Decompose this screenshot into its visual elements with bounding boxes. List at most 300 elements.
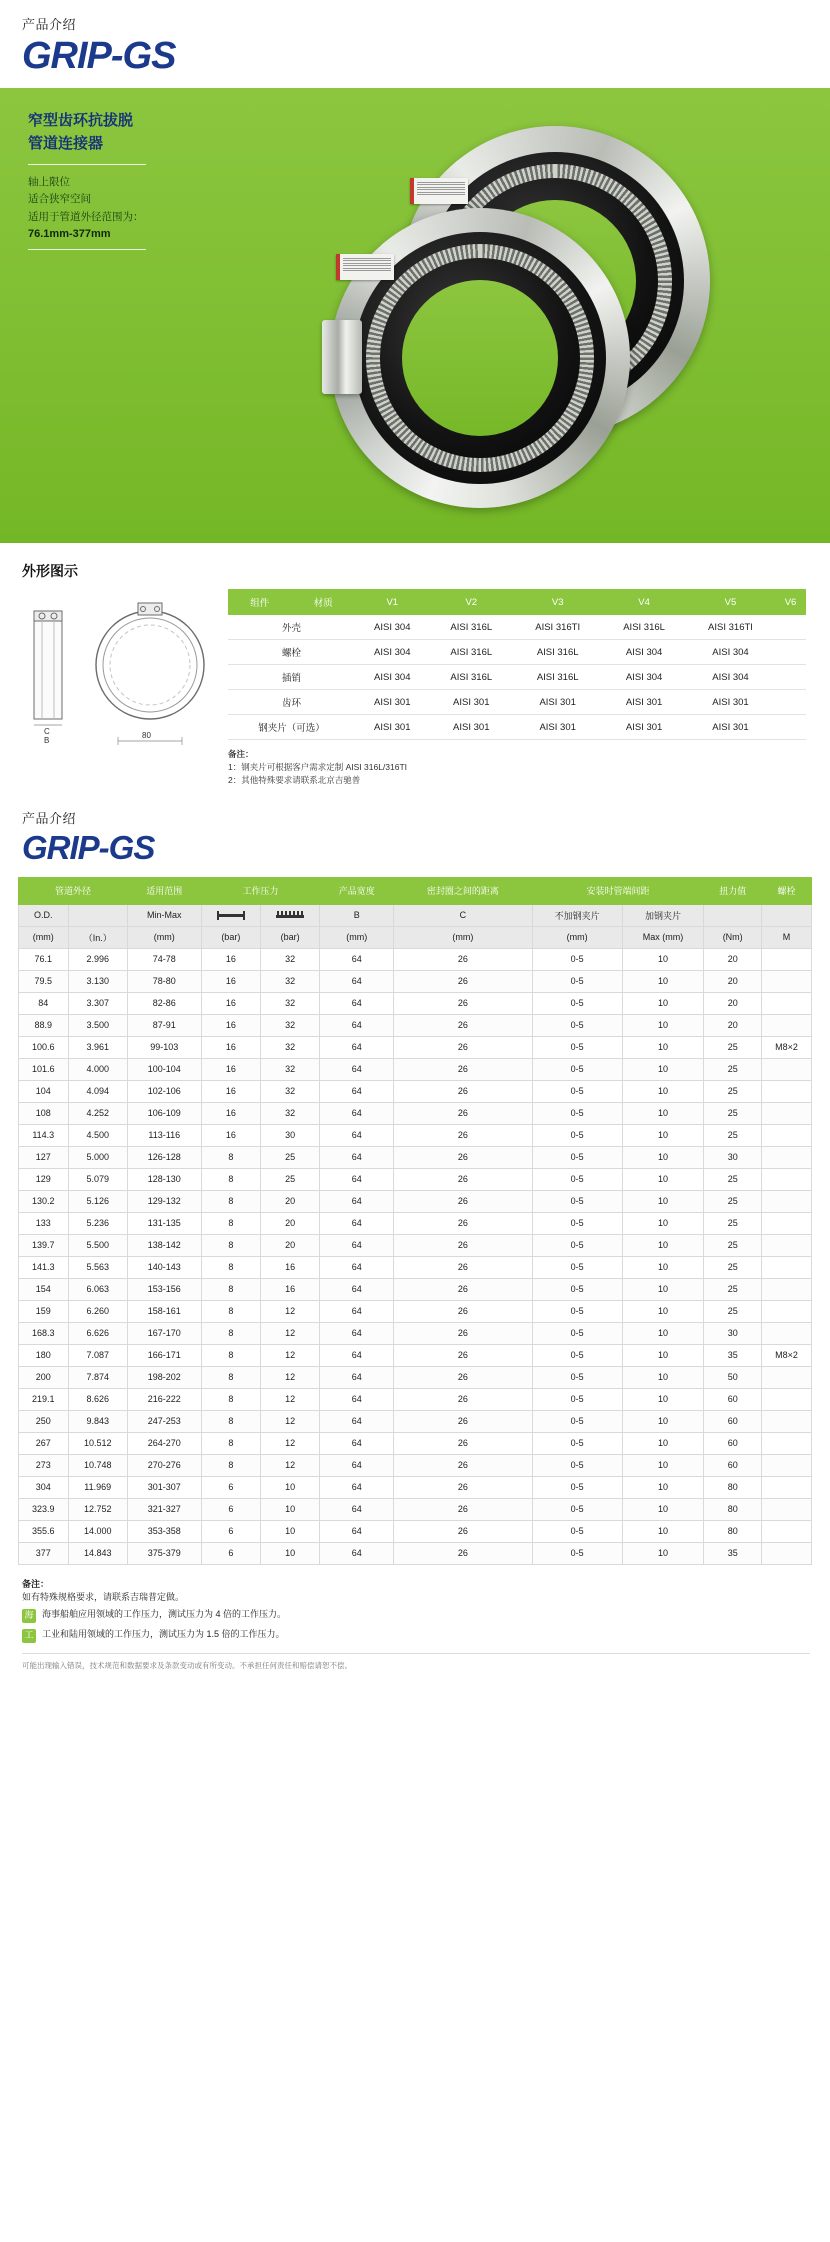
spec-cell-13-6: 26 xyxy=(394,1234,533,1256)
table-row xyxy=(19,1366,812,1388)
spec-cell-16-4: 12 xyxy=(261,1300,320,1322)
spec-cell-9-9: 30 xyxy=(704,1146,762,1168)
spec-cell-20-1: 8.626 xyxy=(68,1388,127,1410)
spec-cell-21-4: 12 xyxy=(261,1410,320,1432)
spec-cell-7-4: 32 xyxy=(261,1102,320,1124)
table-row xyxy=(228,690,806,715)
table-row xyxy=(19,1432,812,1454)
spec-cell-7-3: 16 xyxy=(201,1102,260,1124)
spec-cell-10-3: 8 xyxy=(201,1168,260,1190)
spec-cell-24-3: 6 xyxy=(201,1476,260,1498)
spec-cell-20-5: 64 xyxy=(320,1388,394,1410)
spec-cell-18-1: 7.087 xyxy=(68,1344,127,1366)
spec-cell-13-8: 10 xyxy=(622,1234,704,1256)
spec-sub-withclip: 加钢夹片 xyxy=(622,904,704,926)
spec-cell-8-6: 26 xyxy=(394,1124,533,1146)
spec-cell-21-3: 8 xyxy=(201,1410,260,1432)
spec-group-sealgap: 密封圈之间的距离 xyxy=(394,877,533,904)
spec-cell-19-3: 8 xyxy=(201,1366,260,1388)
spec-cell-26-8: 10 xyxy=(622,1520,704,1542)
spec-cell-27-5: 64 xyxy=(320,1542,394,1564)
mat-1-5 xyxy=(775,640,806,665)
drawing-svg xyxy=(22,589,222,769)
table-row xyxy=(19,1080,812,1102)
table-row xyxy=(19,1542,812,1564)
spec-cell-14-1: 5.563 xyxy=(68,1256,127,1278)
spec-cell-13-4: 20 xyxy=(261,1234,320,1256)
spec-cell-11-3: 8 xyxy=(201,1190,260,1212)
spec-sub-noclip: 不加钢夹片 xyxy=(532,904,622,926)
table-row xyxy=(19,948,812,970)
spec-cell-17-5: 64 xyxy=(320,1322,394,1344)
hero-banner xyxy=(0,88,830,543)
spec-cell-0-5: 64 xyxy=(320,948,394,970)
spec-cell-23-5: 64 xyxy=(320,1454,394,1476)
spec-cell-9-7: 0-5 xyxy=(532,1146,622,1168)
spec-cell-25-6: 26 xyxy=(394,1498,533,1520)
material-note-line-1: 1：钢夹片可根据客户需求定制 AISI 316L/316TI xyxy=(228,762,408,773)
spec-cell-11-9: 25 xyxy=(704,1190,762,1212)
mat-4-1: AISI 301 xyxy=(429,715,513,740)
table-row xyxy=(19,1344,812,1366)
spec-cell-22-10 xyxy=(761,1432,811,1454)
spec-cell-6-10 xyxy=(761,1080,811,1102)
spec-cell-14-3: 8 xyxy=(201,1256,260,1278)
spec-cell-8-4: 30 xyxy=(261,1124,320,1146)
spec-cell-0-4: 32 xyxy=(261,948,320,970)
spec-unit-10: M xyxy=(761,926,811,948)
footer-note-title: 备注： xyxy=(22,1578,50,1589)
pipe-ribbed-icon xyxy=(261,904,320,926)
spec-cell-17-0: 168.3 xyxy=(19,1322,69,1344)
spec-cell-16-3: 8 xyxy=(201,1300,260,1322)
spec-cell-2-10 xyxy=(761,992,811,1014)
spec-cell-5-6: 26 xyxy=(394,1058,533,1080)
mat-col-2: V1 xyxy=(355,589,429,615)
spec-cell-21-6: 26 xyxy=(394,1410,533,1432)
spec-cell-7-1: 4.252 xyxy=(68,1102,127,1124)
spec-cell-1-1: 3.130 xyxy=(68,970,127,992)
spec-cell-15-10 xyxy=(761,1278,811,1300)
spec-unit-5: (mm) xyxy=(320,926,394,948)
mat-2-1: AISI 316L xyxy=(429,665,513,690)
spec-cell-3-1: 3.500 xyxy=(68,1014,127,1036)
spec-cell-1-3: 16 xyxy=(201,970,260,992)
table-row xyxy=(19,1520,812,1542)
spec-cell-18-3: 8 xyxy=(201,1344,260,1366)
mat-col-1: 材质 xyxy=(292,589,356,615)
table-row xyxy=(19,1410,812,1432)
spec-cell-21-8: 10 xyxy=(622,1410,704,1432)
spec-cell-19-1: 7.874 xyxy=(68,1366,127,1388)
spec-sub-torque xyxy=(704,904,762,926)
spec-unit-4: (bar) xyxy=(261,926,320,948)
spec-cell-11-6: 26 xyxy=(394,1190,533,1212)
spec-cell-15-6: 26 xyxy=(394,1278,533,1300)
spec-cell-9-1: 5.000 xyxy=(68,1146,127,1168)
spec-cell-5-10 xyxy=(761,1058,811,1080)
spec-cell-2-0: 84 xyxy=(19,992,69,1014)
table-row xyxy=(19,970,812,992)
spec-sub-bolt xyxy=(761,904,811,926)
hero-divider-2 xyxy=(28,249,146,250)
table-row xyxy=(19,1036,812,1058)
spec-cell-22-7: 0-5 xyxy=(532,1432,622,1454)
spec-cell-13-1: 5.500 xyxy=(68,1234,127,1256)
mat-col-3: V2 xyxy=(429,589,513,615)
spec-unit-3: (bar) xyxy=(201,926,260,948)
spec-cell-25-7: 0-5 xyxy=(532,1498,622,1520)
spec-cell-21-5: 64 xyxy=(320,1410,394,1432)
product-photo xyxy=(300,108,820,538)
spec-cell-5-5: 64 xyxy=(320,1058,394,1080)
mat-2-3: AISI 304 xyxy=(602,665,686,690)
spec-cell-5-1: 4.000 xyxy=(68,1058,127,1080)
spec-cell-22-0: 267 xyxy=(19,1432,69,1454)
spec-cell-12-1: 5.236 xyxy=(68,1212,127,1234)
spec-cell-27-7: 0-5 xyxy=(532,1542,622,1564)
spec-cell-1-5: 64 xyxy=(320,970,394,992)
spec-cell-1-0: 79.5 xyxy=(19,970,69,992)
spec-cell-9-5: 64 xyxy=(320,1146,394,1168)
spec-cell-17-1: 6.626 xyxy=(68,1322,127,1344)
spec-sub-od-in xyxy=(68,904,127,926)
spec-cell-25-2: 321-327 xyxy=(127,1498,201,1520)
spec-cell-2-3: 16 xyxy=(201,992,260,1014)
outline-drawing-section xyxy=(0,543,830,794)
mat-0-2: AISI 316TI xyxy=(513,615,602,640)
spec-cell-18-10: M8×2 xyxy=(761,1344,811,1366)
spec-cell-10-7: 0-5 xyxy=(532,1168,622,1190)
spec-cell-3-3: 16 xyxy=(201,1014,260,1036)
spec-cell-5-9: 25 xyxy=(704,1058,762,1080)
spec-cell-2-6: 26 xyxy=(394,992,533,1014)
spec-cell-15-8: 10 xyxy=(622,1278,704,1300)
spec-unit-9: (Nm) xyxy=(704,926,762,948)
spec-cell-20-4: 12 xyxy=(261,1388,320,1410)
spec-cell-17-6: 26 xyxy=(394,1322,533,1344)
spec-cell-13-9: 25 xyxy=(704,1234,762,1256)
spec-cell-18-2: 166-171 xyxy=(127,1344,201,1366)
mat-1-4: AISI 304 xyxy=(686,640,775,665)
mat-col-5: V4 xyxy=(602,589,686,615)
spec-table-body xyxy=(19,948,812,1564)
spec-cell-10-8: 10 xyxy=(622,1168,704,1190)
spec-table xyxy=(18,877,812,1565)
material-note-line-2: 2：其他特殊要求请联系北京吉驰普 xyxy=(228,775,361,786)
spec-cell-17-10 xyxy=(761,1322,811,1344)
mat-2-0: AISI 304 xyxy=(355,665,429,690)
section3-brand-title: GRIP-GS xyxy=(22,828,155,866)
mat-1-1: AISI 316L xyxy=(429,640,513,665)
spec-cell-11-2: 129-132 xyxy=(127,1190,201,1212)
spec-cell-24-0: 304 xyxy=(19,1476,69,1498)
spec-cell-21-1: 9.843 xyxy=(68,1410,127,1432)
spec-cell-17-9: 30 xyxy=(704,1322,762,1344)
hero-bullet-2: 适用于管道外径范围为： xyxy=(28,210,144,223)
spec-cell-6-5: 64 xyxy=(320,1080,394,1102)
mat-3-2: AISI 301 xyxy=(513,690,602,715)
spec-cell-8-1: 4.500 xyxy=(68,1124,127,1146)
spec-cell-23-9: 60 xyxy=(704,1454,762,1476)
spec-sub-b: B xyxy=(320,904,394,926)
spec-cell-19-2: 198-202 xyxy=(127,1366,201,1388)
spec-cell-26-0: 355.6 xyxy=(19,1520,69,1542)
spec-cell-6-8: 10 xyxy=(622,1080,704,1102)
spec-cell-7-0: 108 xyxy=(19,1102,69,1124)
spec-cell-13-7: 0-5 xyxy=(532,1234,622,1256)
spec-cell-12-2: 131-135 xyxy=(127,1212,201,1234)
spec-cell-23-6: 26 xyxy=(394,1454,533,1476)
spec-cell-4-10: M8×2 xyxy=(761,1036,811,1058)
spec-cell-16-1: 6.260 xyxy=(68,1300,127,1322)
spec-cell-25-5: 64 xyxy=(320,1498,394,1520)
pipe-smooth-icon xyxy=(201,904,260,926)
dimension-drawings xyxy=(22,589,222,779)
spec-cell-2-9: 20 xyxy=(704,992,762,1014)
spec-cell-2-2: 82-86 xyxy=(127,992,201,1014)
spec-cell-10-6: 26 xyxy=(394,1168,533,1190)
spec-cell-6-2: 102-106 xyxy=(127,1080,201,1102)
mat-1-2: AISI 316L xyxy=(513,640,602,665)
spec-cell-15-4: 16 xyxy=(261,1278,320,1300)
mat-0-0: AISI 304 xyxy=(355,615,429,640)
spec-cell-10-4: 25 xyxy=(261,1168,320,1190)
spec-group-od: 管道外径 xyxy=(19,877,128,904)
mat-4-4: AISI 301 xyxy=(686,715,775,740)
spec-cell-4-3: 16 xyxy=(201,1036,260,1058)
hero-brand-title: GRIP-GS xyxy=(22,35,176,77)
spec-cell-3-7: 0-5 xyxy=(532,1014,622,1036)
spec-cell-7-6: 26 xyxy=(394,1102,533,1124)
spec-cell-11-4: 20 xyxy=(261,1190,320,1212)
spec-cell-0-0: 76.1 xyxy=(19,948,69,970)
spec-cell-7-10 xyxy=(761,1102,811,1124)
spec-cell-3-6: 26 xyxy=(394,1014,533,1036)
clamp-ring-front xyxy=(330,208,630,508)
spec-cell-11-0: 130.2 xyxy=(19,1190,69,1212)
spec-cell-19-8: 10 xyxy=(622,1366,704,1388)
spec-cell-1-4: 32 xyxy=(261,970,320,992)
spec-cell-3-8: 10 xyxy=(622,1014,704,1036)
spec-cell-26-6: 26 xyxy=(394,1520,533,1542)
spec-cell-25-9: 80 xyxy=(704,1498,762,1520)
spec-cell-18-9: 35 xyxy=(704,1344,762,1366)
spec-cell-9-3: 8 xyxy=(201,1146,260,1168)
spec-cell-26-1: 14.000 xyxy=(68,1520,127,1542)
spec-cell-16-6: 26 xyxy=(394,1300,533,1322)
mat-col-0: 组件 xyxy=(228,589,292,615)
spec-cell-4-1: 3.961 xyxy=(68,1036,127,1058)
spec-header-group-row xyxy=(19,877,812,904)
spec-cell-2-8: 10 xyxy=(622,992,704,1014)
table-row xyxy=(19,1146,812,1168)
spec-cell-10-9: 25 xyxy=(704,1168,762,1190)
spec-cell-0-7: 0-5 xyxy=(532,948,622,970)
table-row xyxy=(19,1102,812,1124)
spec-cell-8-5: 64 xyxy=(320,1124,394,1146)
spec-cell-8-3: 16 xyxy=(201,1124,260,1146)
mat-4-0: AISI 301 xyxy=(355,715,429,740)
mat-col-4: V3 xyxy=(513,589,602,615)
spec-cell-0-8: 10 xyxy=(622,948,704,970)
spec-section-header xyxy=(0,794,830,867)
spec-cell-23-1: 10.748 xyxy=(68,1454,127,1476)
dim-label-c: C xyxy=(44,727,50,736)
spec-cell-19-10 xyxy=(761,1366,811,1388)
spec-cell-20-3: 8 xyxy=(201,1388,260,1410)
spec-cell-14-4: 16 xyxy=(261,1256,320,1278)
spec-cell-9-6: 26 xyxy=(394,1146,533,1168)
spec-cell-10-2: 128-130 xyxy=(127,1168,201,1190)
spec-cell-2-4: 32 xyxy=(261,992,320,1014)
spec-cell-19-5: 64 xyxy=(320,1366,394,1388)
spec-cell-2-7: 0-5 xyxy=(532,992,622,1014)
table-row xyxy=(19,1300,812,1322)
spec-cell-14-7: 0-5 xyxy=(532,1256,622,1278)
spec-cell-22-3: 8 xyxy=(201,1432,260,1454)
table-row xyxy=(19,1190,812,1212)
table-row xyxy=(228,665,806,690)
mat-2-5 xyxy=(775,665,806,690)
spec-cell-16-10 xyxy=(761,1300,811,1322)
spec-cell-4-8: 10 xyxy=(622,1036,704,1058)
spec-cell-12-8: 10 xyxy=(622,1212,704,1234)
spec-cell-24-7: 0-5 xyxy=(532,1476,622,1498)
spec-cell-24-1: 11.969 xyxy=(68,1476,127,1498)
spec-cell-24-8: 10 xyxy=(622,1476,704,1498)
spec-cell-4-6: 26 xyxy=(394,1036,533,1058)
mat-3-1: AISI 301 xyxy=(429,690,513,715)
spec-cell-21-2: 247-253 xyxy=(127,1410,201,1432)
spec-cell-19-4: 12 xyxy=(261,1366,320,1388)
spec-cell-1-8: 10 xyxy=(622,970,704,992)
spec-cell-14-10 xyxy=(761,1256,811,1278)
spec-cell-8-7: 0-5 xyxy=(532,1124,622,1146)
mat-3-0: AISI 301 xyxy=(355,690,429,715)
spec-cell-5-0: 101.6 xyxy=(19,1058,69,1080)
spec-group-torque: 扭力值 xyxy=(704,877,762,904)
table-row xyxy=(19,1014,812,1036)
spec-cell-20-9: 60 xyxy=(704,1388,762,1410)
spec-group-width: 产品宽度 xyxy=(320,877,394,904)
spec-cell-6-9: 25 xyxy=(704,1080,762,1102)
spec-cell-4-9: 25 xyxy=(704,1036,762,1058)
spec-cell-26-9: 80 xyxy=(704,1520,762,1542)
mat-4-2: AISI 301 xyxy=(513,715,602,740)
spec-group-pressure: 工作压力 xyxy=(201,877,320,904)
spec-cell-9-2: 126-128 xyxy=(127,1146,201,1168)
spec-cell-16-2: 158-161 xyxy=(127,1300,201,1322)
table-row xyxy=(19,1322,812,1344)
mat-2-4: AISI 304 xyxy=(686,665,775,690)
spec-cell-7-2: 106-109 xyxy=(127,1102,201,1124)
spec-cell-21-0: 250 xyxy=(19,1410,69,1432)
spec-cell-22-5: 64 xyxy=(320,1432,394,1454)
spec-cell-21-10 xyxy=(761,1410,811,1432)
footer-note-text: 如有特殊规格要求，请联系吉瑞普定做。 xyxy=(22,1591,185,1602)
spec-cell-6-7: 0-5 xyxy=(532,1080,622,1102)
spec-cell-16-0: 159 xyxy=(19,1300,69,1322)
spec-unit-8: Max (mm) xyxy=(622,926,704,948)
spec-cell-5-4: 32 xyxy=(261,1058,320,1080)
spec-cell-23-3: 8 xyxy=(201,1454,260,1476)
hero-range-value: 76.1mm-377mm xyxy=(28,227,111,240)
spec-cell-4-2: 99-103 xyxy=(127,1036,201,1058)
spec-cell-15-2: 153-156 xyxy=(127,1278,201,1300)
spec-cell-13-10 xyxy=(761,1234,811,1256)
spec-cell-10-5: 64 xyxy=(320,1168,394,1190)
footer-disclaimer: 可能出现输入错误，技术规范和数据要求及条款变动或有所变动。不承担任何责任和赔偿请恕不偿。 xyxy=(22,1653,810,1671)
spec-cell-19-9: 50 xyxy=(704,1366,762,1388)
spec-cell-11-8: 10 xyxy=(622,1190,704,1212)
mat-part-2: 插销 xyxy=(228,665,355,690)
spec-cell-24-5: 64 xyxy=(320,1476,394,1498)
spec-cell-17-4: 12 xyxy=(261,1322,320,1344)
spec-cell-25-4: 10 xyxy=(261,1498,320,1520)
hero-kicker: 产品介绍 xyxy=(22,17,77,32)
spec-cell-0-10 xyxy=(761,948,811,970)
spec-cell-7-5: 64 xyxy=(320,1102,394,1124)
spec-cell-11-1: 5.126 xyxy=(68,1190,127,1212)
material-table xyxy=(228,589,806,740)
hero-bullet-0: 轴上限位 xyxy=(28,176,70,188)
spec-cell-19-6: 26 xyxy=(394,1366,533,1388)
spec-group-range: 适用范围 xyxy=(127,877,201,904)
spec-cell-23-10 xyxy=(761,1454,811,1476)
spec-cell-22-4: 12 xyxy=(261,1432,320,1454)
spec-cell-15-5: 64 xyxy=(320,1278,394,1300)
spec-cell-16-8: 10 xyxy=(622,1300,704,1322)
spec-cell-6-0: 104 xyxy=(19,1080,69,1102)
spec-cell-7-8: 10 xyxy=(622,1102,704,1124)
spec-cell-18-5: 64 xyxy=(320,1344,394,1366)
spec-cell-25-8: 10 xyxy=(622,1498,704,1520)
spec-cell-24-10 xyxy=(761,1476,811,1498)
mat-4-5 xyxy=(775,715,806,740)
spec-cell-26-4: 10 xyxy=(261,1520,320,1542)
spec-cell-0-1: 2.996 xyxy=(68,948,127,970)
spec-header-sub-row xyxy=(19,904,812,926)
spec-cell-27-6: 26 xyxy=(394,1542,533,1564)
spec-cell-26-2: 353-358 xyxy=(127,1520,201,1542)
spec-cell-25-0: 323.9 xyxy=(19,1498,69,1520)
spec-cell-26-3: 6 xyxy=(201,1520,260,1542)
spec-cell-8-2: 113-116 xyxy=(127,1124,201,1146)
spec-unit-1: （In.） xyxy=(68,926,127,948)
spec-unit-7: (mm) xyxy=(532,926,622,948)
spec-cell-13-5: 64 xyxy=(320,1234,394,1256)
spec-cell-14-0: 141.3 xyxy=(19,1256,69,1278)
spec-cell-19-0: 200 xyxy=(19,1366,69,1388)
table-row xyxy=(19,1498,812,1520)
hero-header xyxy=(0,0,830,78)
mat-1-0: AISI 304 xyxy=(355,640,429,665)
spec-cell-3-5: 64 xyxy=(320,1014,394,1036)
spec-cell-1-7: 0-5 xyxy=(532,970,622,992)
spec-cell-7-9: 25 xyxy=(704,1102,762,1124)
spec-cell-22-6: 26 xyxy=(394,1432,533,1454)
spec-cell-27-3: 6 xyxy=(201,1542,260,1564)
spec-cell-15-9: 25 xyxy=(704,1278,762,1300)
spec-cell-2-5: 64 xyxy=(320,992,394,1014)
spec-cell-3-9: 20 xyxy=(704,1014,762,1036)
table-row xyxy=(19,1278,812,1300)
spec-cell-6-3: 16 xyxy=(201,1080,260,1102)
spec-cell-9-4: 25 xyxy=(261,1146,320,1168)
spec-cell-15-7: 0-5 xyxy=(532,1278,622,1300)
spec-cell-10-10 xyxy=(761,1168,811,1190)
